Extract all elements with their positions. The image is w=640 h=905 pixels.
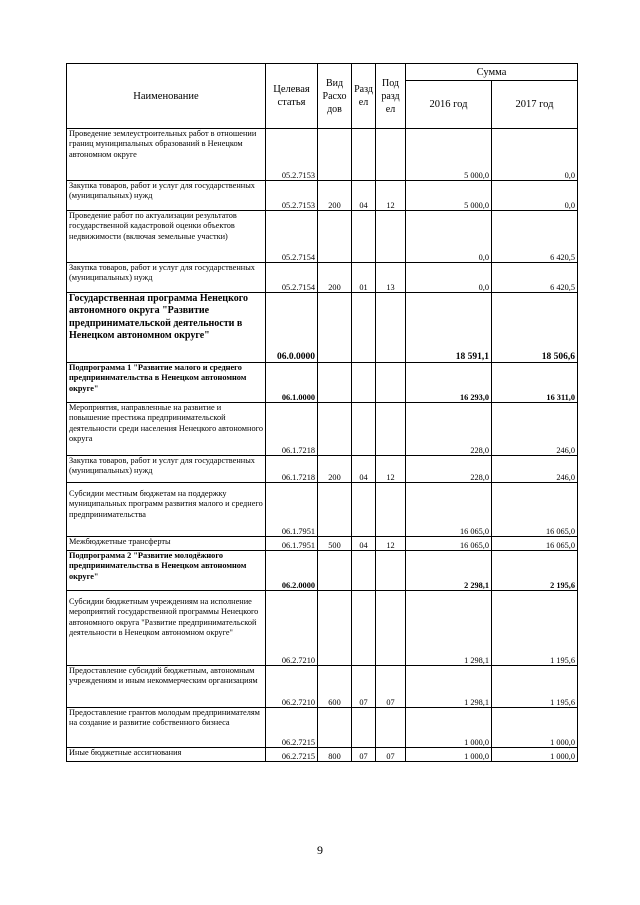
row-2016: 0,0 bbox=[406, 211, 492, 263]
row-name: Предоставление грантов молодым предпринимателям на создание и развитие собственного бизнеса bbox=[67, 708, 266, 748]
row-vid: 200 bbox=[318, 263, 352, 293]
row-2016: 1 000,0 bbox=[406, 748, 492, 762]
row-razd bbox=[352, 129, 376, 181]
table-row bbox=[67, 263, 578, 293]
row-razd: 01 bbox=[352, 263, 376, 293]
row-vid bbox=[318, 551, 352, 591]
page-number: 9 bbox=[317, 843, 323, 857]
row-razd bbox=[352, 293, 376, 363]
row-vid bbox=[318, 403, 352, 456]
row-code: 05.2.7153 bbox=[266, 129, 318, 181]
row-2016: 16 293,0 bbox=[406, 363, 492, 403]
row-2017: 16 311,0 bbox=[492, 363, 578, 403]
row-name: Иные бюджетные ассигнования bbox=[67, 748, 266, 762]
row-razd bbox=[352, 363, 376, 403]
table-row-program bbox=[67, 293, 578, 363]
row-2016: 1 298,1 bbox=[406, 666, 492, 708]
budget-table bbox=[66, 63, 578, 762]
header-sum: Сумма bbox=[406, 64, 578, 81]
row-2017: 0,0 bbox=[492, 129, 578, 181]
row-razd bbox=[352, 708, 376, 748]
row-2017: 0,0 bbox=[492, 181, 578, 211]
row-2016: 1 000,0 bbox=[406, 708, 492, 748]
row-vid: 800 bbox=[318, 748, 352, 762]
row-name: Субсидии бюджетным учреждениям на исполнение мероприятий государственной программы Ненецкого автономного округа "Развитие предпринимательской деятельности в Ненецком автономном округе" bbox=[67, 591, 266, 666]
row-podr: 12 bbox=[376, 181, 406, 211]
header-name: Наименование bbox=[67, 64, 266, 129]
row-name: Закупка товаров, работ и услуг для государственных (муниципальных) нужд bbox=[67, 181, 266, 211]
row-name: Проведение работ по актуализации результатов государственной кадастровой оценки объектов недвижимости (включая земельные участки) bbox=[67, 211, 266, 263]
table-row bbox=[67, 708, 578, 748]
row-podr bbox=[376, 211, 406, 263]
row-razd bbox=[352, 403, 376, 456]
row-vid bbox=[318, 591, 352, 666]
row-name: Субсидии местным бюджетам на поддержку муниципальных программ развития малого и среднего предпринимательства bbox=[67, 483, 266, 537]
table-row bbox=[67, 591, 578, 666]
row-code: 06.2.7215 bbox=[266, 748, 318, 762]
row-vid: 200 bbox=[318, 456, 352, 483]
row-name: Закупка товаров, работ и услуг для государственных (муниципальных) нужд bbox=[67, 263, 266, 293]
row-podr bbox=[376, 403, 406, 456]
row-podr bbox=[376, 483, 406, 537]
row-razd bbox=[352, 551, 376, 591]
row-vid bbox=[318, 483, 352, 537]
row-razd: 07 bbox=[352, 748, 376, 762]
row-podr: 12 bbox=[376, 456, 406, 483]
row-2016: 16 065,0 bbox=[406, 537, 492, 551]
row-2017: 1 195,6 bbox=[492, 666, 578, 708]
row-2017: 1 195,6 bbox=[492, 591, 578, 666]
row-razd: 04 bbox=[352, 456, 376, 483]
row-code: 06.1.7951 bbox=[266, 483, 318, 537]
row-2017: 18 506,6 bbox=[492, 293, 578, 363]
row-name: Подпрограмма 1 "Развитие малого и среднего предпринимательства в Ненецком автономном округе" bbox=[67, 363, 266, 403]
row-code: 05.2.7154 bbox=[266, 211, 318, 263]
row-code: 06.1.0000 bbox=[266, 363, 318, 403]
header-subsection: Под разд ел bbox=[376, 64, 406, 129]
row-2016: 18 591,1 bbox=[406, 293, 492, 363]
row-code: 06.1.7218 bbox=[266, 456, 318, 483]
row-2017: 246,0 bbox=[492, 456, 578, 483]
row-2016: 228,0 bbox=[406, 403, 492, 456]
row-razd bbox=[352, 211, 376, 263]
row-2016: 1 298,1 bbox=[406, 591, 492, 666]
row-code: 06.1.7951 bbox=[266, 537, 318, 551]
row-name: Проведение землеустроительных работ в отношении границ муниципальных образований в Ненецком автономном округе bbox=[67, 129, 266, 181]
row-podr: 12 bbox=[376, 537, 406, 551]
row-code: 05.2.7153 bbox=[266, 181, 318, 211]
row-code: 06.2.0000 bbox=[266, 551, 318, 591]
row-vid bbox=[318, 708, 352, 748]
row-podr: 13 bbox=[376, 263, 406, 293]
table-row bbox=[67, 483, 578, 537]
row-name: Закупка товаров, работ и услуг для государственных (муниципальных) нужд bbox=[67, 456, 266, 483]
row-2016: 5 000,0 bbox=[406, 129, 492, 181]
row-podr: 07 bbox=[376, 748, 406, 762]
row-2016: 2 298,1 bbox=[406, 551, 492, 591]
table-row bbox=[67, 129, 578, 181]
row-name: Мероприятия, направленные на развитие и повышение престижа предпринимательской деятельности среди населения Ненецкого автономного округа bbox=[67, 403, 266, 456]
row-vid bbox=[318, 363, 352, 403]
table-row bbox=[67, 666, 578, 708]
row-razd: 04 bbox=[352, 181, 376, 211]
row-name: Государственная программа Ненецкого автономного округа "Развитие предпринимательской деятельности в Ненецком автономном округе" bbox=[67, 293, 266, 363]
row-2016: 16 065,0 bbox=[406, 483, 492, 537]
row-2017: 1 000,0 bbox=[492, 748, 578, 762]
row-podr bbox=[376, 129, 406, 181]
row-2017: 6 420,5 bbox=[492, 211, 578, 263]
row-razd bbox=[352, 483, 376, 537]
row-name: Подпрограмма 2 "Развитие молодёжного предпринимательства в Ненецком автономном округе" bbox=[67, 551, 266, 591]
table-row bbox=[67, 748, 578, 762]
header-section: Разд ел bbox=[352, 64, 376, 129]
table-row-subprogram bbox=[67, 551, 578, 591]
row-code: 06.1.7218 bbox=[266, 403, 318, 456]
header-year-2017: 2017 год bbox=[492, 81, 578, 129]
row-2017: 246,0 bbox=[492, 403, 578, 456]
row-vid: 500 bbox=[318, 537, 352, 551]
row-podr bbox=[376, 708, 406, 748]
row-vid: 600 bbox=[318, 666, 352, 708]
row-code: 06.2.7215 bbox=[266, 708, 318, 748]
table-row bbox=[67, 537, 578, 551]
row-2016: 228,0 bbox=[406, 456, 492, 483]
row-2017: 1 000,0 bbox=[492, 708, 578, 748]
row-vid bbox=[318, 211, 352, 263]
row-vid bbox=[318, 129, 352, 181]
table-row-subprogram bbox=[67, 363, 578, 403]
row-podr bbox=[376, 293, 406, 363]
row-vid: 200 bbox=[318, 181, 352, 211]
header-expense-type: Вид Расхо дов bbox=[318, 64, 352, 129]
row-2017: 6 420,5 bbox=[492, 263, 578, 293]
row-2017: 2 195,6 bbox=[492, 551, 578, 591]
row-vid bbox=[318, 293, 352, 363]
table-row bbox=[67, 211, 578, 263]
row-razd bbox=[352, 591, 376, 666]
table-row bbox=[67, 456, 578, 483]
table-row bbox=[67, 181, 578, 211]
row-2017: 16 065,0 bbox=[492, 537, 578, 551]
row-podr bbox=[376, 551, 406, 591]
header-target: Целевая статья bbox=[266, 64, 318, 129]
row-code: 06.0.0000 bbox=[266, 293, 318, 363]
row-razd: 07 bbox=[352, 666, 376, 708]
table-row bbox=[67, 403, 578, 456]
row-name: Межбюджетные трансферты bbox=[67, 537, 266, 551]
row-podr bbox=[376, 591, 406, 666]
row-2017: 16 065,0 bbox=[492, 483, 578, 537]
row-code: 05.2.7154 bbox=[266, 263, 318, 293]
row-name: Предоставление субсидий бюджетным, автономным учреждениям и иным некоммерческим организациям bbox=[67, 666, 266, 708]
row-2016: 0,0 bbox=[406, 263, 492, 293]
row-2016: 5 000,0 bbox=[406, 181, 492, 211]
row-podr: 07 bbox=[376, 666, 406, 708]
header-year-2016: 2016 год bbox=[406, 81, 492, 129]
row-code: 06.2.7210 bbox=[266, 666, 318, 708]
row-podr bbox=[376, 363, 406, 403]
row-razd: 04 bbox=[352, 537, 376, 551]
row-code: 06.2.7210 bbox=[266, 591, 318, 666]
